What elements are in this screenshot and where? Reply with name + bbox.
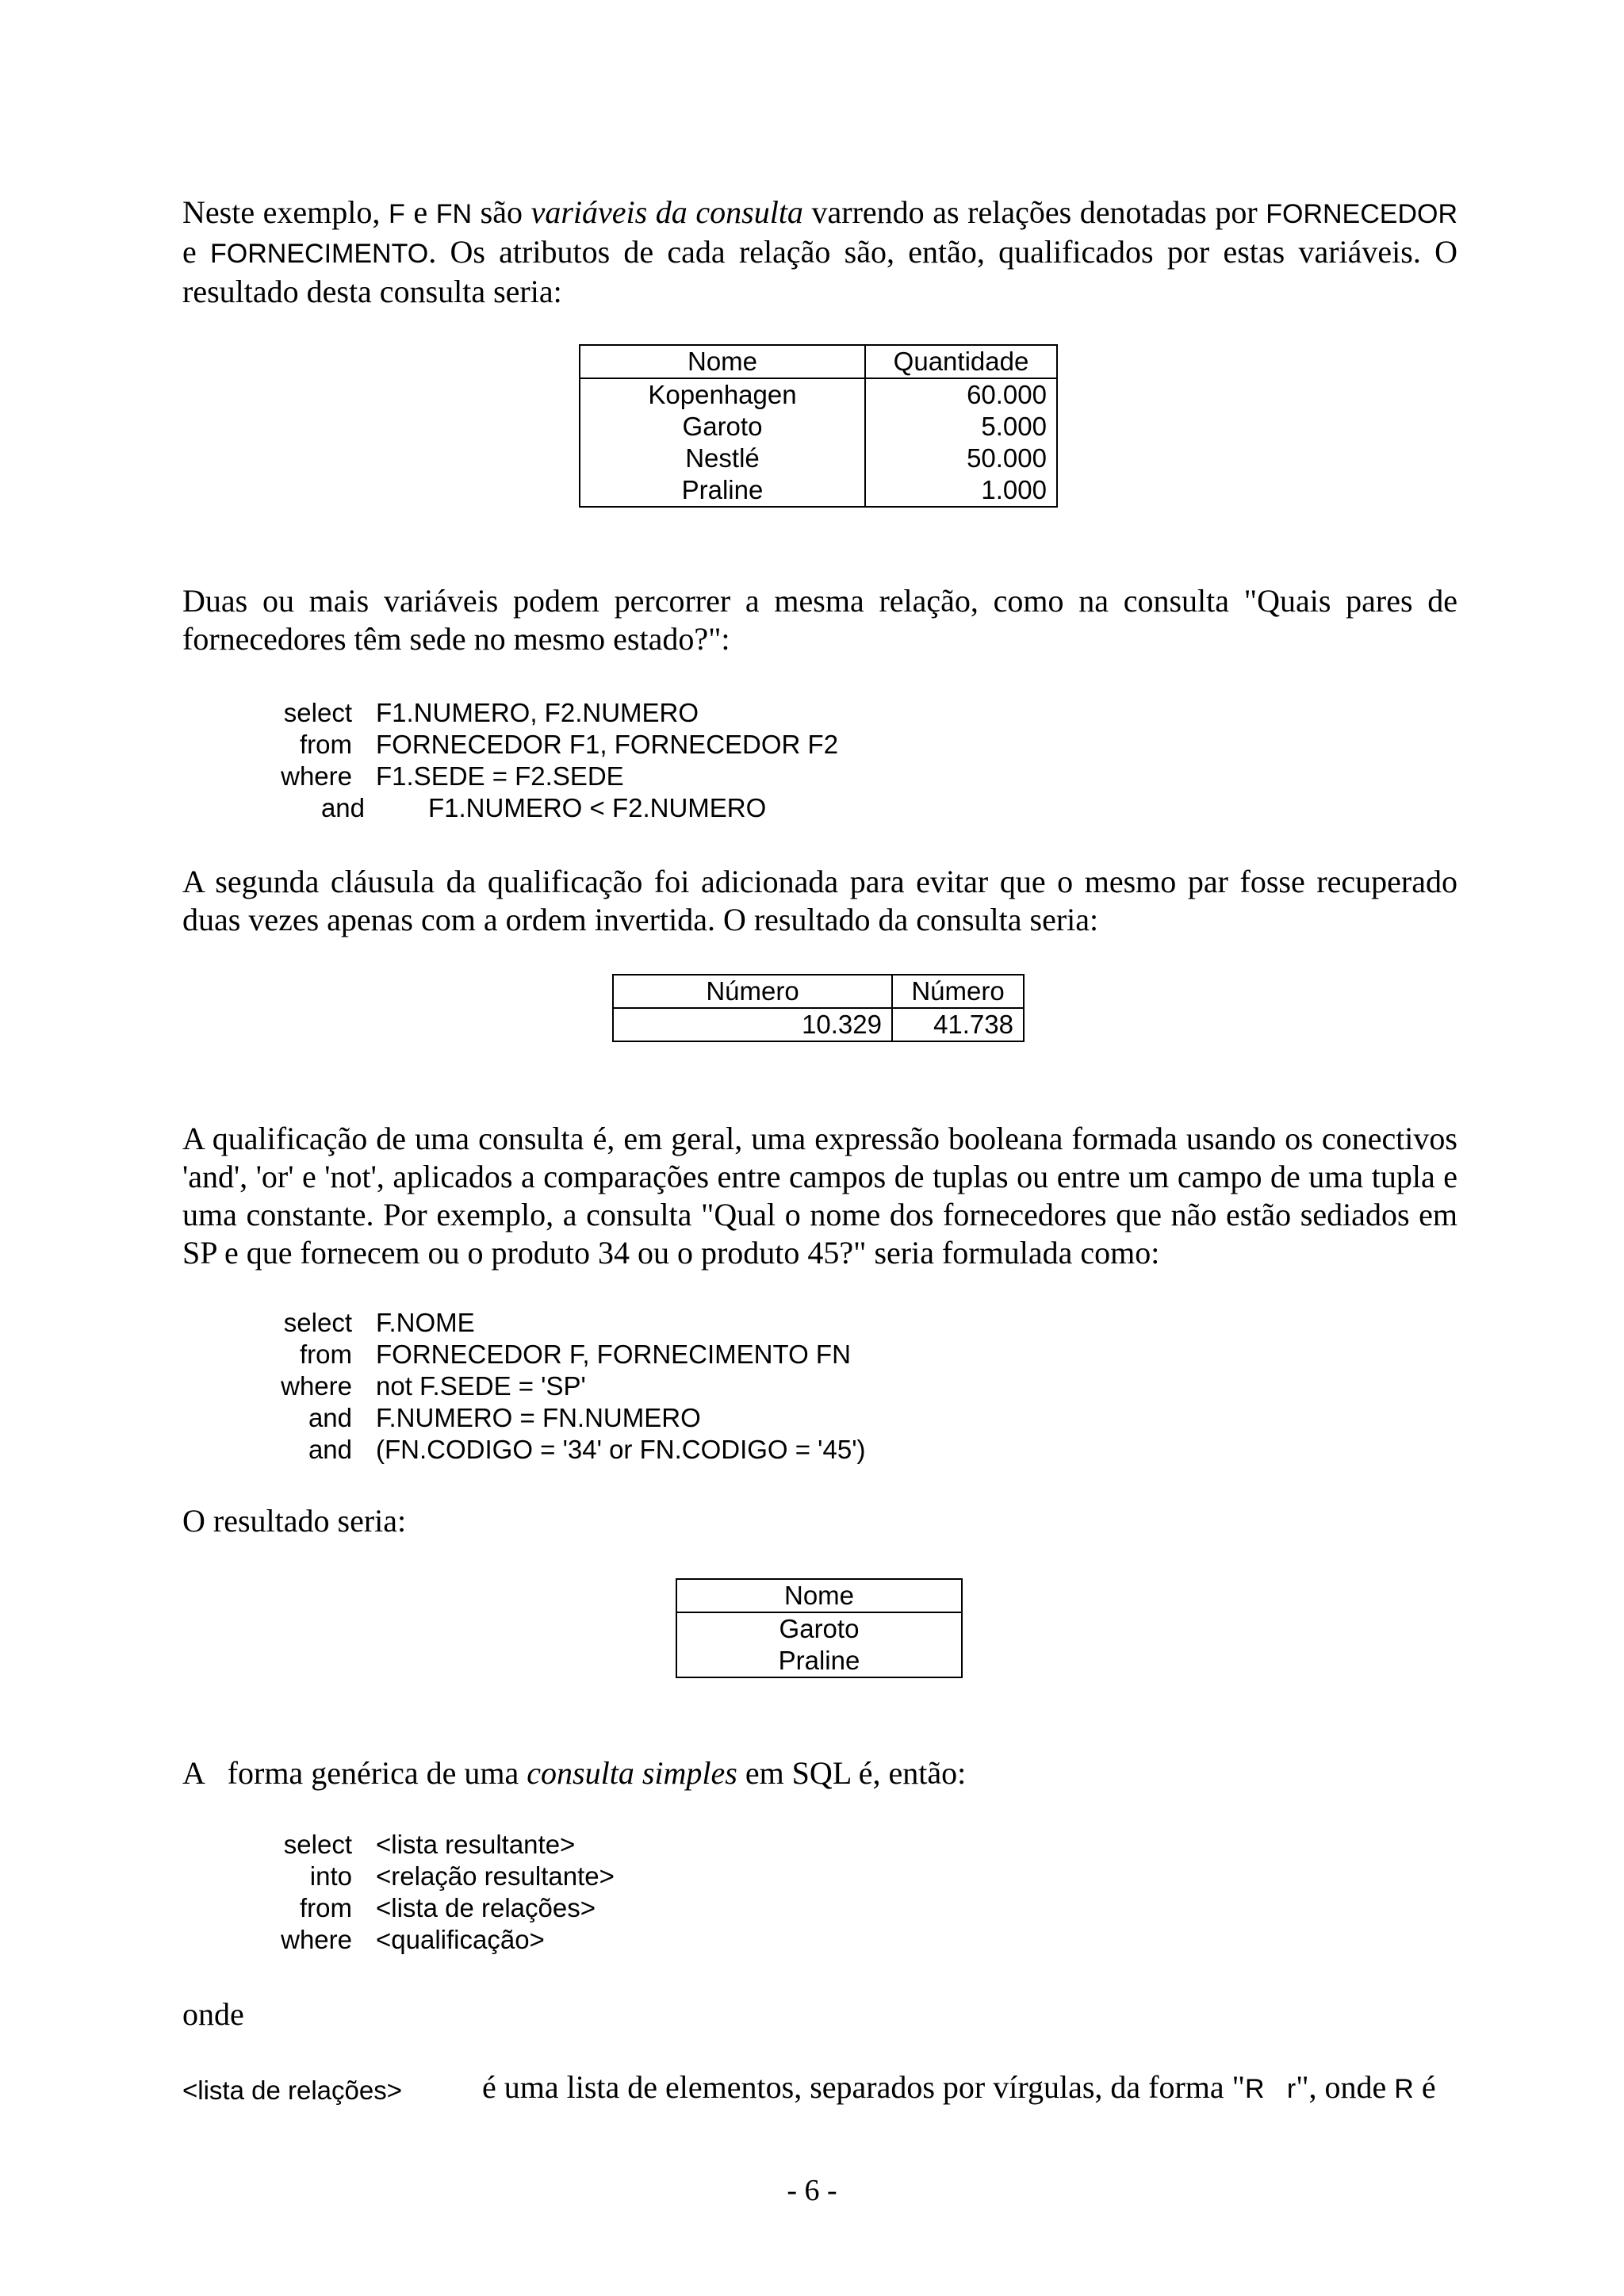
column-header: Quantidade	[865, 345, 1057, 378]
table-cell: 60.000	[865, 378, 1057, 411]
query-line: where F1.SEDE = F2.SEDE	[281, 761, 624, 791]
query-line: from FORNECEDOR F1, FORNECEDOR F2	[300, 730, 839, 759]
column-header: Nome	[676, 1579, 962, 1612]
variable-fn: FN	[435, 199, 473, 229]
table-cell: 41.738	[892, 1008, 1024, 1041]
table-header-row	[613, 975, 1024, 1008]
query-line: where <qualificação>	[281, 1925, 545, 1954]
query-line: and F1.NUMERO < F2.NUMERO	[320, 793, 767, 822]
sql-query-1	[274, 697, 838, 824]
table-row	[676, 1612, 962, 1645]
relation-name: FORNECEDOR	[1266, 199, 1458, 229]
query-line: into <relação resultante>	[309, 1861, 615, 1891]
table-row	[676, 1645, 962, 1677]
table-cell: Praline	[778, 1646, 860, 1675]
table-cell: Kopenhagen	[648, 380, 797, 409]
paragraph-result-intro: O resultado seria:	[182, 1503, 407, 1539]
query-line: from <lista de relações>	[300, 1893, 596, 1922]
emphasis-text: consulta simples	[527, 1755, 737, 1791]
table-row	[580, 411, 1057, 443]
table-cell: 10.329	[802, 1010, 882, 1039]
table-cell: 5.000	[865, 411, 1057, 443]
query-line: from FORNECEDOR F, FORNECIMENTO FN	[300, 1340, 851, 1369]
table-header-row	[580, 345, 1057, 378]
query-line: select <lista resultante>	[283, 1830, 576, 1859]
emphasis-text: variáveis da consulta	[530, 194, 803, 230]
result-table-1	[579, 344, 1058, 508]
paragraph-qualification: A qualificação de uma consulta é, em geral, uma expressão booleana formada usando os conectivos 'and', 'or' e 'not', aplicados a comparações entre campos de tuplas ou entre um campo de uma tupla e uma constante. Por exemplo, a consulta "Qual o nome dos fornecedores que não estão sediados em SP e que fornecem ou o produto 34 ou o produto 45?" seria formulada como:	[182, 1121, 1457, 1271]
paragraph-where: onde	[182, 1996, 244, 2032]
table-row	[613, 1008, 1024, 1041]
table-row	[580, 378, 1057, 411]
table-cell: Garoto	[779, 1614, 860, 1643]
variable-f: F	[389, 199, 405, 229]
table-cell: 1.000	[865, 474, 1057, 507]
page-number: - 6 -	[787, 2174, 837, 2207]
paragraph-pairs-query: Duas ou mais variáveis podem percorrer a mesma relação, como na consulta "Quais pares de fornecedores têm sede no mesmo estado?":	[182, 583, 1457, 657]
definition-text: é uma lista de elementos, separados por vírgulas, da forma "R r", onde R é	[482, 2069, 1436, 2105]
column-header: Número	[613, 975, 892, 1008]
query-line: and F.NUMERO = FN.NUMERO	[308, 1403, 701, 1432]
query-line: where not F.SEDE = 'SP'	[281, 1371, 586, 1401]
paragraph-generic-form: A forma genérica de uma consulta simples em SQL é, então:	[182, 1755, 967, 1791]
table-cell: Garoto	[682, 412, 763, 441]
table-cell: Praline	[681, 475, 764, 504]
table-header-row	[676, 1579, 962, 1612]
table-cell: 50.000	[865, 443, 1057, 474]
paragraph-variables: Neste exemplo, F e FN são variáveis da consulta varrendo as relações denotadas por FORNECEDOR e FORNECIMENTO. Os atributos de cada relação são, então, qualificados por estas variáveis. O resultado desta consulta seria:	[182, 194, 1458, 309]
sql-query-2	[274, 1307, 865, 1466]
relation-name: FORNECIMENTO	[210, 239, 429, 269]
table-row	[580, 443, 1057, 474]
query-line: select F1.NUMERO, F2.NUMERO	[283, 698, 699, 727]
column-header: Número	[892, 975, 1024, 1008]
sql-query-generic	[274, 1829, 615, 1956]
result-table-2	[612, 974, 1025, 1042]
query-line: and (FN.CODIGO = '34' or FN.CODIGO = '45')	[308, 1435, 866, 1464]
definition-term: <lista de relações>	[182, 2076, 403, 2105]
result-table-3	[676, 1578, 963, 1678]
table-cell: Nestlé	[685, 443, 760, 473]
column-header: Nome	[580, 345, 865, 378]
query-line: select F.NOME	[283, 1308, 475, 1337]
table-row	[580, 474, 1057, 507]
paragraph-second-clause: A segunda cláusula da qualificação foi adicionada para evitar que o mesmo par fosse recuperado duas vezes apenas com a ordem invertida. O resultado da consulta seria:	[182, 864, 1457, 937]
